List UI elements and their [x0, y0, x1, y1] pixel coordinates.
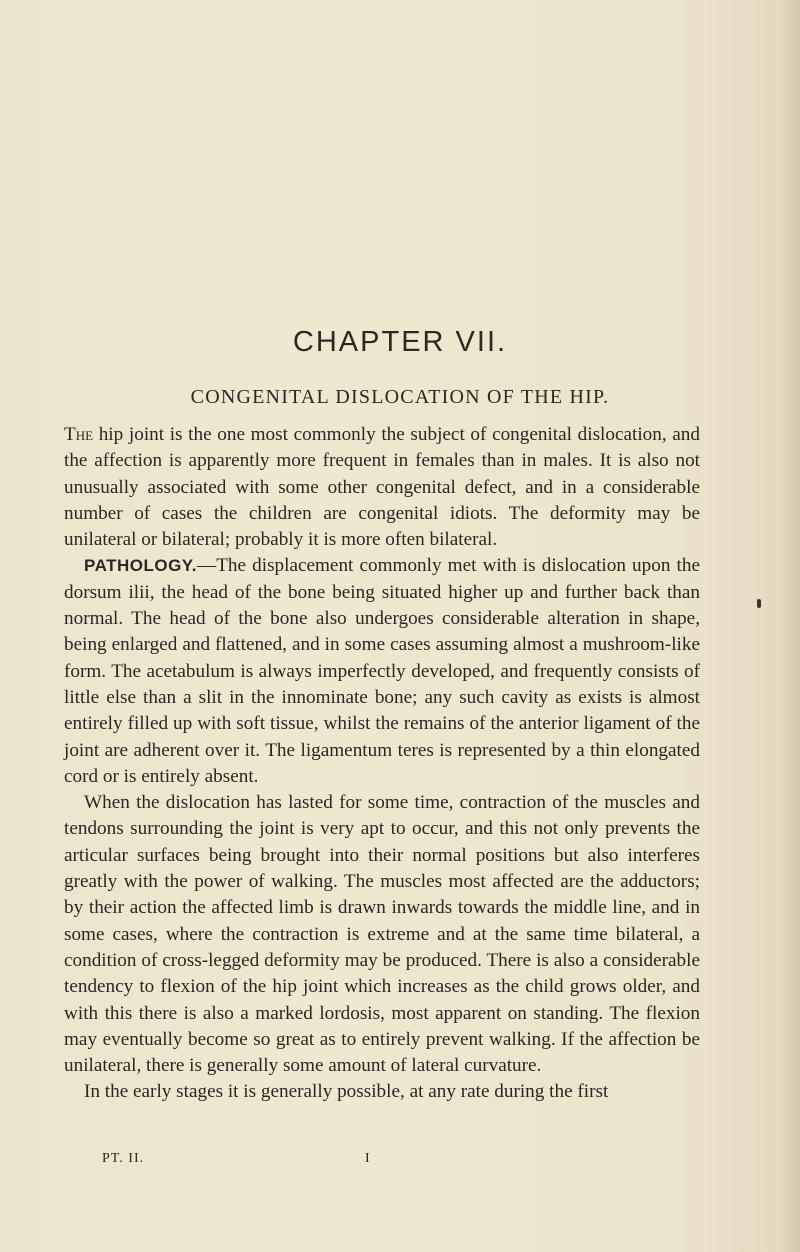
- paragraph-contraction: When the dislocation has lasted for some time, contraction of the muscles and tendons surrounding the joint is very apt to occur, and this not only prevents the articular surfaces being brought into their normal positions but also interferes greatly with the power of walking. The muscles most affected are the adductors; by their action the affected limb is drawn inwards towards the middle line, and in some cases, where the contraction is extreme and at the same time bilateral, a condition of cross-legged deformity may be produced. There is also a considerable tendency to flexion of the hip joint which increases as the child grows older, and with this there is also a marked lordosis, most apparent on standing. The flexion may eventually become so great as to entirely prevent walking. If the affection be unilateral, there is generally some amount of lateral curvature.: [64, 792, 700, 1077]
- chapter-title: CONGENITAL DISLOCATION OF THE HIP.: [190, 386, 610, 408]
- paragraph-pathology-text: —The displacement commonly met with is dislocation upon the dorsum ilii, the head of the bone being situated higher up and further back than normal. The head of the bone also undergoes considerable alteration in shape, being enlarged and flattened, and in some cases assuming almost a mushroom-like form. The acetabulum is always imperfectly developed, and frequently consists of little else than a slit in the innominate bone; any such cavity as exists is almost entirely filled up with soft tissue, whilst the remains of the anterior ligament of the joint are adherent over it. The ligamentum teres is represented by a thin elongated cord or is entirely absent.: [64, 555, 700, 787]
- paragraph-pathology: [64, 553, 700, 790]
- paragraph-early-stages: In the early stages it is generally possible, at any rate during the first: [84, 1081, 609, 1103]
- gathering-mark: I: [365, 1151, 371, 1166]
- paragraph-intro: [64, 422, 700, 553]
- lead-word: The: [64, 424, 94, 445]
- signature-mark: PT. II.: [102, 1151, 145, 1166]
- page-edge-shadow: [778, 0, 800, 1252]
- paragraph-intro-text: hip joint is the one most commonly the subject of congenital dislocation, and the affection is apparently more frequent in females than in males. It is also not unusually associated with some other congenital defect, and in a considerable number of cases the children are congenital idiots. The deformity may be unilateral or bilateral; probably it is more often bilateral.: [64, 424, 700, 551]
- body-text: [64, 422, 700, 1106]
- chapter-heading: CHAPTER VII.: [292, 326, 508, 358]
- margin-speck: [757, 599, 761, 608]
- section-heading-pathology: PATHOLOGY.: [84, 556, 197, 576]
